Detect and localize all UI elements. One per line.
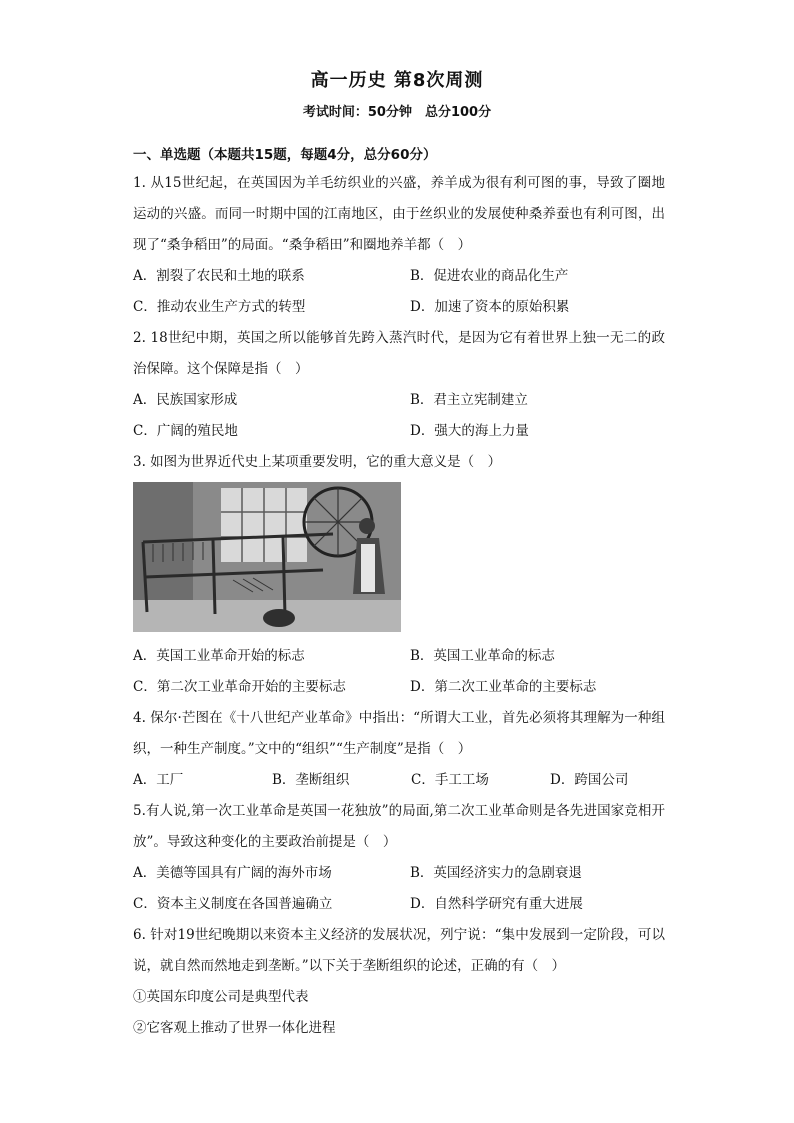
option-d[interactable]: D．跨国公司 (550, 772, 629, 788)
question-options (133, 261, 665, 323)
exam-info: 考试时间：50分钟 总分100分 (302, 105, 492, 120)
option-b[interactable]: B．英国经济实力的急剧衰退 (410, 865, 582, 881)
option-d[interactable]: D．自然科学研究有重大进展 (410, 896, 583, 912)
question-6 (133, 920, 665, 1044)
question-4 (133, 703, 665, 796)
option-a[interactable]: A．美德等国具有广阔的海外市场 (133, 865, 332, 881)
option-b[interactable]: B．垄断组织 (272, 772, 350, 788)
question-stem: 4. 保尔·芒图在《十八世纪产业革命》中指出：“所谓大工业，首先必须将其理解为一种组织，一种生产制度。”文中的“组织”“生产制度”是指（ ） (133, 710, 665, 757)
option-b[interactable]: B．君主立宪制建立 (410, 392, 528, 408)
section-heading: 一、单选题（本题共15题，每题4分，总分60分） (133, 147, 437, 163)
option-c[interactable]: C．资本主义制度在各国普遍确立 (133, 896, 333, 912)
question-stem: 2. 18世纪中期，英国之所以能够首先跨入蒸汽时代，是因为它有着世界上独一无二的政治保障。这个保障是指（ ） (133, 330, 665, 377)
option-c[interactable]: C．广阔的殖民地 (133, 423, 238, 439)
option-c[interactable]: C．第二次工业革命开始的主要标志 (133, 679, 346, 695)
option-d[interactable]: D．强大的海上力量 (410, 423, 529, 439)
option-a[interactable]: A．英国工业革命开始的标志 (133, 648, 305, 664)
question-2 (133, 323, 665, 447)
option-b[interactable]: B．英国工业革命的标志 (410, 648, 555, 664)
spinning-machine-image (133, 482, 401, 632)
question-options (133, 641, 665, 703)
question-stem: 1. 从15世纪起，在英国因为羊毛纺织业的兴盛，养羊成为很有利可图的事，导致了圈地运动的兴盛。而同一时期中国的江南地区，由于丝织业的发展使种桑养蚕也有利可图，出现了“桑争稻田”的局面。“桑争稻田”和圈地养羊都（ ） (133, 175, 665, 253)
option-c[interactable]: C．推动农业生产方式的转型 (133, 299, 306, 315)
option-b[interactable]: B．促进农业的商品化生产 (410, 268, 569, 284)
question-options (133, 858, 665, 920)
question-options (133, 765, 665, 796)
statement-item: ①英国东印度公司是典型代表 (133, 989, 309, 1005)
page-title: 高一历史 第8次周测 (310, 70, 484, 91)
question-stem: 5.有人说,第一次工业革命是英国一花独放”的局面,第二次工业革命则是各先进国家竞相开放”。导致这种变化的主要政治前提是（ ） (133, 803, 665, 850)
question-1 (133, 168, 665, 323)
exam-content (133, 144, 665, 1044)
question-stem: 3. 如图为世界近代史上某项重要发明，它的重大意义是（ ） (133, 454, 502, 470)
option-a[interactable]: A．割裂了农民和土地的联系 (133, 268, 305, 284)
option-a[interactable]: A．民族国家形成 (133, 392, 238, 408)
question-5 (133, 796, 665, 920)
question-3 (133, 447, 665, 703)
option-d[interactable]: D．第二次工业革命的主要标志 (410, 679, 597, 695)
question-options (133, 385, 665, 447)
option-d[interactable]: D．加速了资本的原始积累 (410, 299, 570, 315)
option-a[interactable]: A．工厂 (133, 772, 184, 788)
spinning-machine-figure (133, 482, 401, 632)
question-stem: 6. 针对19世纪晚期以来资本主义经济的发展状况，列宁说：“集中发展到一定阶段，可以说，就自然而然地走到垄断。”以下关于垄断组织的论述，正确的有（ ） (133, 927, 665, 974)
option-c[interactable]: C．手工工场 (411, 772, 489, 788)
statement-item: ②它客观上推动了世界一体化进程 (133, 1020, 336, 1036)
